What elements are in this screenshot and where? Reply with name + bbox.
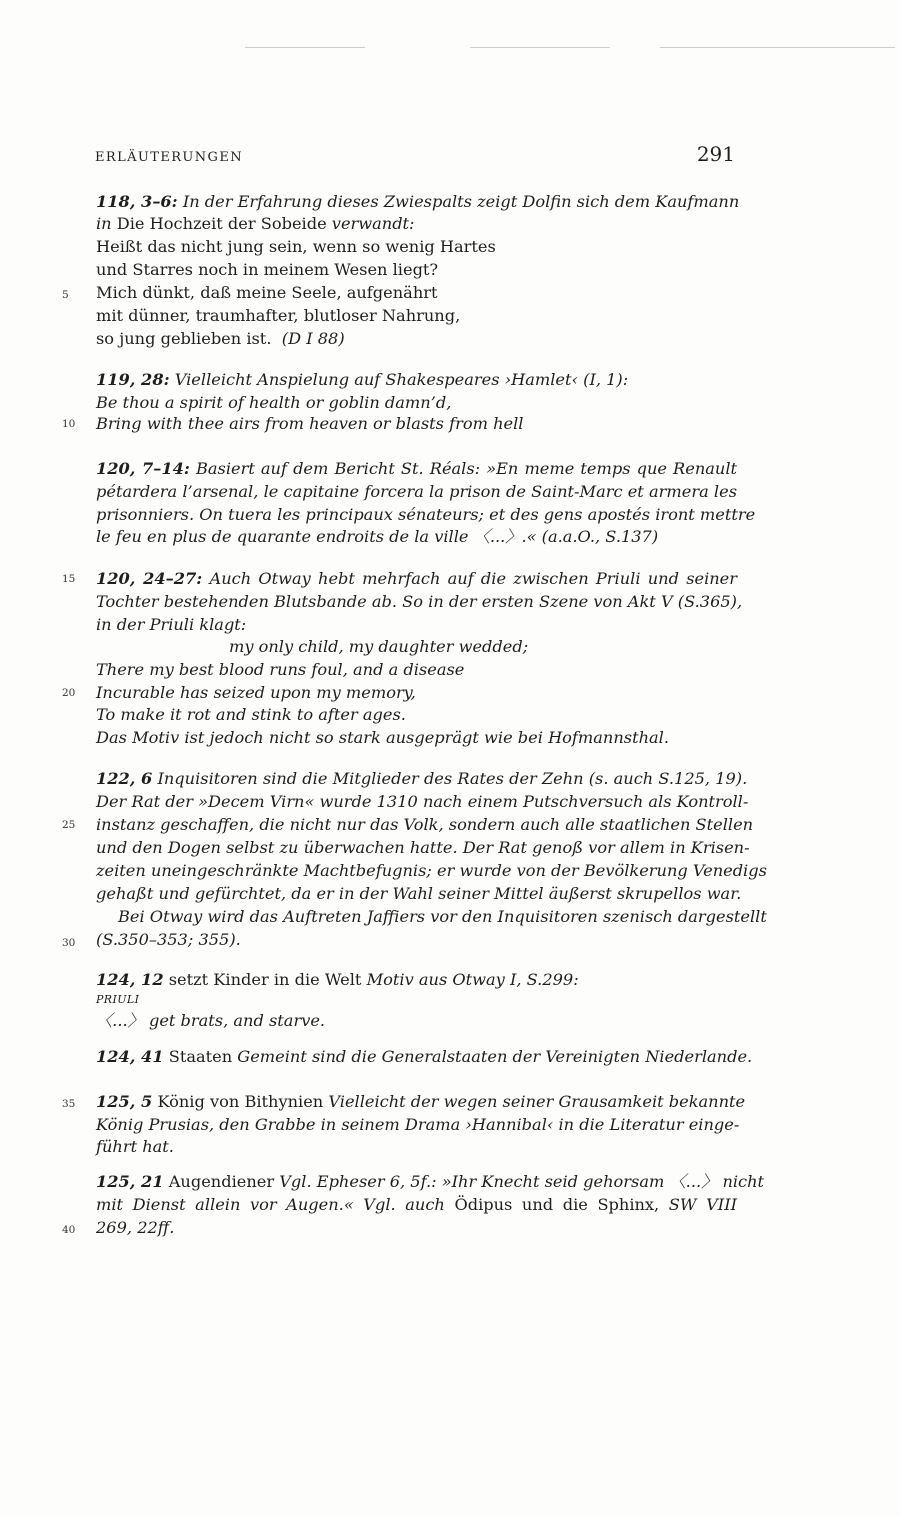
text-line: 125, 21 Augendiener Vgl. Epheser 6, 5f.: »Ihr Knecht seid gehorsam 〈...〉 nicht [96,1172,765,1191]
note-ref: 122, 6 [96,769,153,788]
text-line: Tochter bestehenden Blutsbande ab. So in der ersten Szene von Akt V (S.365), [96,592,743,611]
source-ref: (D I 88) [281,329,345,348]
quote-line: my only child, my daughter wedded; [229,637,529,656]
line-number: 10 [62,418,76,430]
text-line: in Die Hochzeit der Sobeide verwandt: [96,214,415,233]
line-number: 5 [62,289,69,301]
quote-line: Incurable has seized upon my memory, [96,683,416,702]
text-line: gehaßt und gefürchtet, da er in der Wahl seiner Mittel äußerst skrupellos war. [96,884,742,903]
text-line: 120, 7–14: Basiert auf dem Bericht St. Réals: »En meme temps que Renault [96,459,737,478]
page-number: 291 [696,142,735,166]
lemma: setzt Kinder in die Welt [163,970,367,989]
text-line: 269, 22ff. [96,1218,175,1237]
quote-line: To make it rot and stink to after ages. [96,705,406,724]
note-ref: 120, 7–14: [96,459,190,478]
note-ref: 120, 24–27: [96,569,203,588]
text-line: König Prusias, den Grabbe in seinem Drama ›Hannibal‹ in die Literatur einge- [96,1115,740,1134]
quote-line: Be thou a spirit of health or goblin damn’d, [96,393,452,412]
line-number: 30 [62,937,76,949]
note-ref: 124, 41 [96,1047,164,1066]
verse-line: so jung geblieben ist. (D I 88) [96,329,345,348]
page-header [95,142,735,170]
text-line: prisonniers. On tuera les principaux sénateurs; et des gens apostés iront mettre [96,505,756,524]
note-ref: 125, 21 [96,1172,164,1191]
text-line: 118, 3–6: In der Erfahrung dieses Zwiespalts zeigt Dolfin sich dem Kaufmann [96,192,740,211]
note-ref: 124, 12 [96,970,164,989]
line-number: 15 [62,573,76,585]
scan-artifact [660,47,895,48]
text-line: führt hat. [96,1137,174,1156]
text-line: 124, 41 Staaten Gemeint sind die Generalstaaten der Vereinigten Niederlande. [96,1047,753,1066]
scan-artifact [245,47,365,48]
line-number: 40 [62,1224,76,1236]
text-line: 119, 28: Vielleicht Anspielung auf Shakespeares ›Hamlet‹ (I, 1): [96,370,629,389]
text-line: le feu en plus de quarante endroits de la ville 〈...〉.« (a.a.O., S.137) [96,527,659,546]
text-line: (S.350–353; 355). [96,930,241,949]
lemma: König von Bithynien [152,1092,329,1111]
text-line: zeiten uneingeschränkte Machtbefugnis; er wurde von der Bevölkerung Venedigs [96,861,767,880]
text-line: Das Motiv ist jedoch nicht so stark ausgeprägt wie bei Hofmannsthal. [96,728,669,747]
text-line: Der Rat der »Decem Virn« wurde 1310 nach einem Putschversuch als Kontroll- [96,792,749,811]
quote-line: There my best blood runs foul, and a disease [96,660,465,679]
running-head: ERLÄUTERUNGEN [95,150,243,165]
verse-line: Heißt das nicht jung sein, wenn so wenig Hartes [96,237,496,256]
line-number: 35 [62,1098,76,1110]
lemma: Augendiener [163,1172,280,1191]
text-line: 122, 6 Inquisitoren sind die Mitglieder des Rates der Zehn (s. auch S.125, 19). [96,769,748,788]
verse-line: mit dünner, traumhafter, blutloser Nahrung, [96,306,461,325]
text-line: 125, 5 König von Bithynien Vielleicht der wegen seiner Grausamkeit bekannte [96,1092,746,1111]
text-line: mit Dienst allein vor Augen.« Vgl. auch Ödipus und die Sphinx, SW VIII [96,1195,737,1214]
verse-line: Mich dünkt, daß meine Seele, aufgenährt [96,283,438,302]
speaker-label: PRIULI [96,993,140,1006]
text-line: 124, 12 setzt Kinder in die Welt Motiv aus Otway I, S.299: [96,970,579,989]
scan-artifact [470,47,610,48]
note-ref: 119, 28: [96,370,170,389]
quote-line: Bring with thee airs from heaven or blasts from hell [96,414,524,433]
text-line: und den Dogen selbst zu überwachen hatte. Der Rat genoß vor allem in Krisen- [96,838,750,857]
text-line: in der Priuli klagt: [96,615,247,634]
text-line: instanz geschaffen, die nicht nur das Volk, sondern auch alle staatlichen Stellen [96,815,754,834]
line-number: 25 [62,819,76,831]
quote-line: 〈...〉 get brats, and starve. [96,1011,326,1030]
text-line: pétardera l’arsenal, le capitaine forcera la prison de Saint-Marc et armera les [96,482,737,501]
text-line: 120, 24–27: Auch Otway hebt mehrfach auf die zwischen Priuli und seiner [96,569,737,588]
verse-line: und Starres noch in meinem Wesen liegt? [96,260,439,279]
note-ref: 118, 3–6: [96,192,178,211]
text-line: Bei Otway wird das Auftreten Jaffiers vor den Inquisitoren szenisch dargestellt [118,907,767,926]
lemma: Staaten [163,1047,238,1066]
note-ref: 125, 5 [96,1092,153,1111]
line-number: 20 [62,687,76,699]
